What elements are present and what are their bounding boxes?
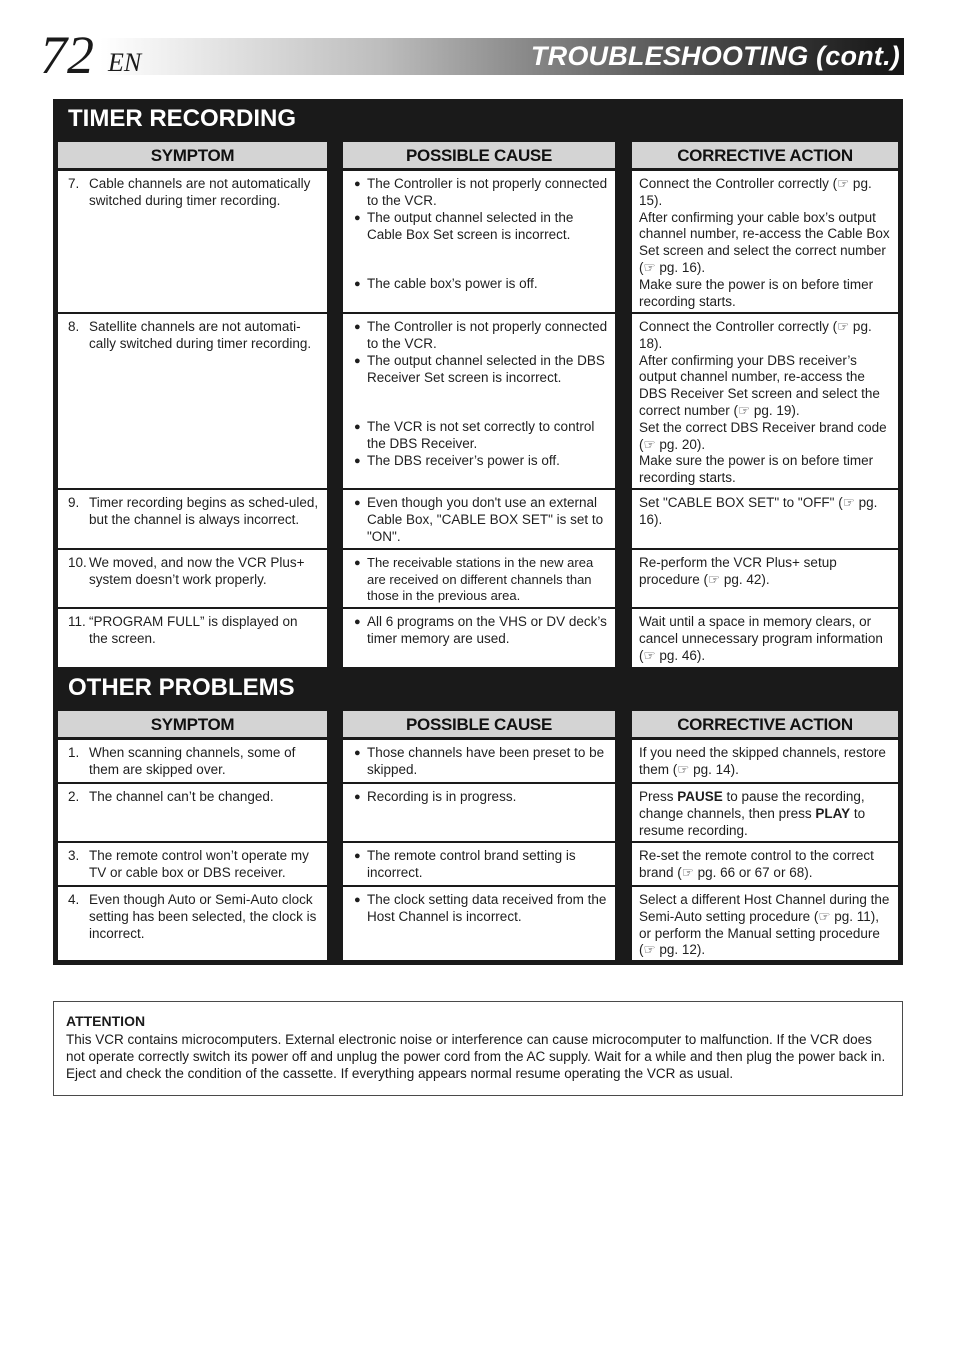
section-title-timer-recording: TIMER RECORDING [68,105,296,132]
table-row-action [632,171,898,312]
table-row-symptom [58,314,327,488]
table-row-action [632,784,898,841]
symptom-text: The channel can’t be changed. [89,789,274,804]
column-header-possible-cause: POSSIBLE CAUSE [343,142,615,168]
row-number: 3. [68,848,80,863]
table-row-cause [343,887,615,960]
page-number: 72 [40,25,94,85]
action-text: Connect the Controller correctly (☞ pg. 15). After confirming your cable box’s output channel number, re-access the Cable Box Set screen and select the correct number (☞ pg. 16). Make sure the power is on before timer recording starts. [639,176,890,309]
column-header-possible-cause: POSSIBLE CAUSE [343,711,615,737]
attention-box [53,1001,903,1096]
cause-item: ● The Controller is not properly connected to the VCR. [354,176,608,208]
cause-item: ● The VCR is not set correctly to control the DBS Receiver. [354,419,595,451]
language-code: EN [108,48,142,77]
cause-item: ● All 6 programs on the VHS or DV deck’s timer memory are used. [354,614,607,646]
cause-item: ● The receivable stations in the new area are received on different channels than those in the previous area. [354,555,594,604]
column-header-symptom: SYMPTOM [58,142,327,168]
table-row-action [632,550,898,607]
cause-item: ● The Controller is not properly connected to the VCR. [354,319,608,351]
row-number: 11. [68,614,86,629]
action-text: If you need the skipped channels, restore them (☞ pg. 14). [639,745,886,777]
symptom-text: We moved, and now the VCR Plus+ system doesn’t work properly. [89,555,305,587]
symptom-text: “PROGRAM FULL” is displayed on the screen. [89,614,298,646]
action-text: Press PAUSE to pause the recording, change channels, then press PLAY to resume recording. [639,789,866,838]
cause-item: ● The output channel selected in the Cable Box Set screen is incorrect. [354,210,574,242]
table-row-action [632,887,898,960]
table-row-symptom [58,609,327,667]
symptom-text: The remote control won’t operate my TV or cable box or DBS receiver. [89,848,309,880]
action-text: Select a different Host Channel during the Semi-Auto setting procedure (☞ pg. 11), or perform the Manual setting procedure (☞ pg. 12). [639,892,890,958]
row-number: 10. [68,555,87,570]
symptom-text: Timer recording begins as sched-uled, but the channel is always incorrect. [89,495,319,527]
cause-item: ● The clock setting data received from the Host Channel is incorrect. [354,892,607,924]
action-text: Set "CABLE BOX SET" to "OFF" (☞ pg. 16). [639,495,878,527]
table-row-cause [343,314,615,488]
row-number: 7. [68,176,80,191]
section-title-other-problems: OTHER PROBLEMS [68,674,295,701]
table-row-cause [343,609,615,667]
table-row-action [632,843,898,885]
action-text: Re-set the remote control to the correct brand (☞ pg. 66 or 67 or 68). [639,848,874,880]
action-text: Wait until a space in memory clears, or cancel unnecessary program information (☞ pg. 46). [639,614,883,663]
row-number: 8. [68,319,80,334]
column-header-corrective-action: CORRECTIVE ACTION [632,711,898,737]
table-row-action [632,740,898,782]
table-row-cause [343,784,615,841]
row-number: 2. [68,789,80,804]
cause-item: ● Recording is in progress. [354,789,517,804]
table-row-action [632,314,898,488]
attention-title: ATTENTION [66,1013,146,1029]
table-row-cause [343,740,615,782]
action-text: Re-perform the VCR Plus+ setup procedure (☞ pg. 42). [639,555,837,587]
table-row-symptom [58,784,327,841]
row-number: 1. [68,745,80,760]
cause-item: ● The output channel selected in the DBS Receiver Set screen is incorrect. [354,353,605,385]
table-row-symptom [58,171,327,312]
table-row-action [632,490,898,548]
row-number: 9. [68,495,80,510]
table-row-cause [343,843,615,885]
column-header-corrective-action: CORRECTIVE ACTION [632,142,898,168]
table-row-symptom [58,887,327,960]
play-key-label: PLAY [815,805,851,821]
cause-item: ● The DBS receiver’s power is off. [354,453,560,468]
cause-item: ● Even though you don't use an external Cable Box, "CABLE BOX SET" is set to "ON". [354,495,604,544]
table-row-action [632,609,898,667]
table-row-symptom [58,550,327,607]
attention-body: This VCR contains microcomputers. External electronic noise or interference can cause microcomputer to malfunction. If the VCR does not operate correctly switch its power off and unplug the power cord from the AC supply. Wait for a while and then plug the power back in. Eject and check the condition of the cassette. If everything appears normal resume operating the VCR as usual. [66,1032,886,1081]
page-title: TROUBLESHOOTING (cont.) [530,41,900,71]
table-row-cause [343,171,615,312]
action-text: Connect the Controller correctly (☞ pg. 18). After confirming your DBS receiver’s output channel number, re-access the DBS Receiver Set screen and select the correct number (☞ pg. 19). Set the correct DBS Receiver brand code (☞ pg. 20). Make sure the power is on before timer recording starts. [639,319,887,486]
cause-item: ● The remote control brand setting is incorrect. [354,848,576,880]
cause-item: ● The cable box’s power is off. [354,276,538,291]
symptom-text: Satellite channels are not automati-cally switched during timer recording. [89,319,312,351]
header-bar [100,38,904,75]
symptom-text: When scanning channels, some of them are skipped over. [89,745,296,777]
table-row-symptom [58,740,327,782]
table-row-cause [343,490,615,548]
pause-key-label: PAUSE [677,789,723,804]
cause-item: ● Those channels have been preset to be skipped. [354,745,605,777]
table-row-symptom [58,843,327,885]
symptom-text: Even though Auto or Semi-Auto clock setting has been selected, the clock is incorrect. [89,892,317,941]
page-header [40,25,904,85]
troubleshooting-panel [53,99,903,965]
row-number: 4. [68,892,80,907]
column-header-symptom: SYMPTOM [58,711,327,737]
table-row-symptom [58,490,327,548]
table-row-cause [343,550,615,607]
symptom-text: Cable channels are not automatically switched during timer recording. [89,176,311,208]
